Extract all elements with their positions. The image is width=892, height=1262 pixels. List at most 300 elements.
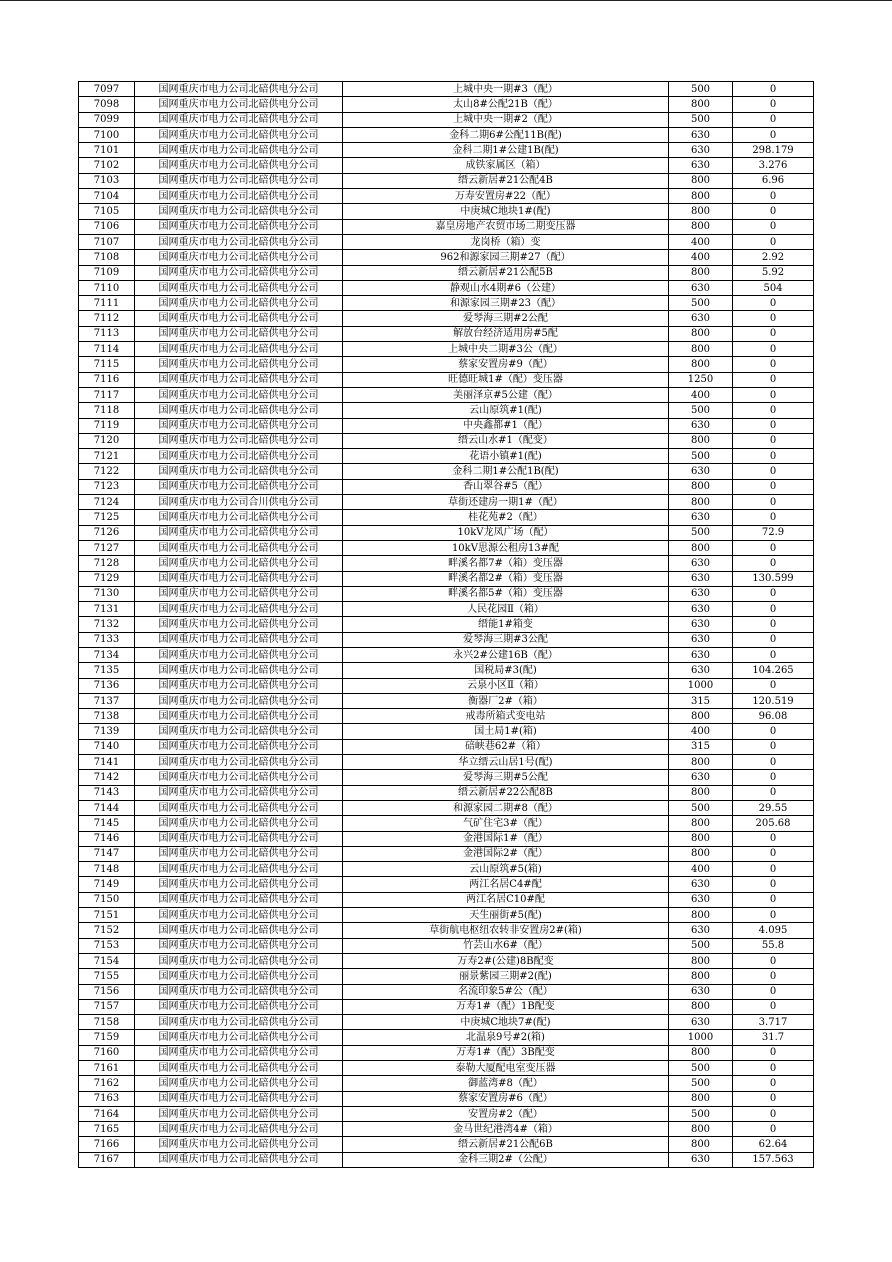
row-name: 华立缙云山居1号(配) [343,755,669,770]
row-id: 7129 [79,571,135,586]
row-capacity: 630 [669,602,733,617]
row-name: 畔溪名都7#（箱）变压器 [343,556,669,571]
row-id: 7147 [79,846,135,861]
row-value: 31.7 [733,1030,814,1045]
row-id: 7123 [79,479,135,494]
row-value: 0 [733,846,814,861]
row-value: 0 [733,1061,814,1076]
row-name: 缙云山水#1（配变） [343,433,669,448]
row-id: 7156 [79,984,135,999]
row-id: 7167 [79,1152,135,1167]
row-id: 7117 [79,387,135,402]
row-name: 中央鑫都#1（配） [343,418,669,433]
row-value: 0 [733,296,814,311]
row-value: 0 [733,984,814,999]
table-row [79,525,814,540]
row-value: 0 [733,97,814,112]
row-value: 0 [733,755,814,770]
table-row [79,357,814,372]
table-row [79,280,814,295]
table-row [79,311,814,326]
row-capacity: 800 [669,189,733,204]
row-capacity: 800 [669,755,733,770]
table-row [79,189,814,204]
row-org: 国网重庆市电力公司北碚供电分公司 [135,280,343,295]
row-capacity: 500 [669,525,733,540]
row-value: 0 [733,1076,814,1091]
row-value: 0 [733,617,814,632]
row-org: 国网重庆市电力公司北碚供电分公司 [135,173,343,188]
row-id: 7110 [79,280,135,295]
row-capacity: 630 [669,647,733,662]
row-name: 和源家园二期#8（配） [343,800,669,815]
row-id: 7164 [79,1106,135,1121]
row-name: 缙云新居#21公配6B [343,1137,669,1152]
row-name: 天生丽街#5(配) [343,908,669,923]
row-org: 国网重庆市电力公司北碚供电分公司 [135,755,343,770]
row-value: 0 [733,999,814,1014]
row-org: 国网重庆市电力公司北碚供电分公司 [135,1106,343,1121]
row-org: 国网重庆市电力公司北碚供电分公司 [135,831,343,846]
table-row [79,908,814,923]
table-row [79,1045,814,1060]
row-name: 静观山水4期#6（公建） [343,280,669,295]
row-value: 104.265 [733,663,814,678]
row-id: 7163 [79,1091,135,1106]
row-id: 7099 [79,112,135,127]
row-value: 0 [733,234,814,249]
row-value: 0 [733,342,814,357]
row-org: 国网重庆市电力公司北碚供电分公司 [135,877,343,892]
row-org: 国网重庆市电力公司北碚供电分公司 [135,296,343,311]
row-value: 55.8 [733,938,814,953]
row-id: 7115 [79,357,135,372]
table-row [79,1152,814,1167]
row-id: 7154 [79,953,135,968]
row-org: 国网重庆市电力公司北碚供电分公司 [135,265,343,280]
table-row [79,846,814,861]
table-row [79,617,814,632]
row-capacity: 800 [669,1045,733,1060]
row-name: 戒毒所箱式变电站 [343,709,669,724]
row-id: 7120 [79,433,135,448]
row-org: 国网重庆市电力公司北碚供电分公司 [135,923,343,938]
row-capacity: 500 [669,449,733,464]
row-capacity: 800 [669,357,733,372]
transformer-table [78,81,814,1168]
row-org: 国网重庆市电力公司北碚供电分公司 [135,510,343,525]
table-row [79,953,814,968]
row-id: 7106 [79,219,135,234]
row-capacity: 800 [669,479,733,494]
row-value: 5.92 [733,265,814,280]
row-capacity: 1000 [669,678,733,693]
table-row [79,984,814,999]
table-row [79,785,814,800]
row-org: 国网重庆市电力公司北碚供电分公司 [135,525,343,540]
row-capacity: 800 [669,495,733,510]
row-capacity: 800 [669,219,733,234]
row-capacity: 630 [669,632,733,647]
row-id: 7139 [79,724,135,739]
row-value: 0 [733,510,814,525]
row-org: 国网重庆市电力公司北碚供电分公司 [135,97,343,112]
row-capacity: 800 [669,846,733,861]
row-capacity: 800 [669,433,733,448]
row-org: 国网重庆市电力公司北碚供电分公司 [135,800,343,815]
row-id: 7101 [79,143,135,158]
row-id: 7113 [79,326,135,341]
table-row [79,1030,814,1045]
row-org: 国网重庆市电力公司北碚供电分公司 [135,1091,343,1106]
row-capacity: 630 [669,158,733,173]
row-capacity: 800 [669,265,733,280]
row-value: 0 [733,387,814,402]
row-name: 草街航电枢纽农转非安置房2#(箱) [343,923,669,938]
row-value: 0 [733,326,814,341]
row-capacity: 630 [669,464,733,479]
table-row [79,586,814,601]
table-row [79,158,814,173]
row-value: 0 [733,724,814,739]
row-name: 畔溪名都2#（箱）变压器 [343,571,669,586]
row-capacity: 630 [669,311,733,326]
table-row [79,1015,814,1030]
row-id: 7111 [79,296,135,311]
row-name: 缙云新居#21公配5B [343,265,669,280]
row-id: 7136 [79,678,135,693]
row-org: 国网重庆市电力公司北碚供电分公司 [135,433,343,448]
row-org: 国网重庆市电力公司北碚供电分公司 [135,1122,343,1137]
row-capacity: 630 [669,143,733,158]
row-value: 0 [733,433,814,448]
row-value: 3.276 [733,158,814,173]
row-value: 0 [733,785,814,800]
row-value: 504 [733,280,814,295]
table-row [79,418,814,433]
table-row [79,724,814,739]
row-name: 两江名居C4#配 [343,877,669,892]
row-name: 旺德旺城1#（配）变压器 [343,372,669,387]
table-row [79,647,814,662]
row-value: 72.9 [733,525,814,540]
row-value: 0 [733,892,814,907]
row-org: 国网重庆市电力公司北碚供电分公司 [135,311,343,326]
row-name: 云泉小区Ⅱ（箱） [343,678,669,693]
row-org: 国网重庆市电力公司北碚供电分公司 [135,739,343,754]
row-capacity: 630 [669,586,733,601]
row-org: 国网重庆市电力公司北碚供电分公司 [135,938,343,953]
row-value: 0 [733,449,814,464]
row-value: 4.095 [733,923,814,938]
row-org: 国网重庆市电力公司北碚供电分公司 [135,846,343,861]
row-name: 衡器厂2#（箱） [343,693,669,708]
table-row [79,693,814,708]
table-row [79,479,814,494]
row-value: 0 [733,647,814,662]
row-id: 7135 [79,663,135,678]
row-name: 金科二期6#公配11B(配) [343,127,669,142]
row-org: 国网重庆市电力公司北碚供电分公司 [135,663,343,678]
table-row [79,403,814,418]
row-name: 花语小镇#1(配) [343,449,669,464]
row-name: 缙云新居#21公配4B [343,173,669,188]
row-value: 0 [733,495,814,510]
row-org: 国网重庆市电力公司北碚供电分公司 [135,617,343,632]
row-name: 丽景紫园三期#2(配) [343,969,669,984]
row-org: 国网重庆市电力公司北碚供电分公司 [135,127,343,142]
row-org: 国网重庆市电力公司北碚供电分公司 [135,449,343,464]
row-value: 0 [733,464,814,479]
row-id: 7097 [79,82,135,97]
row-org: 国网重庆市电力公司北碚供电分公司 [135,969,343,984]
row-value: 0 [733,418,814,433]
row-value: 0 [733,1106,814,1121]
row-id: 7149 [79,877,135,892]
row-name: 10kV思源公租房13#配 [343,540,669,555]
row-id: 7100 [79,127,135,142]
table-row [79,204,814,219]
row-capacity: 500 [669,938,733,953]
table-row [79,540,814,555]
row-id: 7155 [79,969,135,984]
table-row [79,495,814,510]
row-capacity: 400 [669,862,733,877]
row-org: 国网重庆市电力公司北碚供电分公司 [135,586,343,601]
table-row [79,433,814,448]
row-name: 国税局#3(配) [343,663,669,678]
table-row [79,999,814,1014]
row-name: 金马世纪港湾4#（箱） [343,1122,669,1137]
row-capacity: 500 [669,1076,733,1091]
row-value: 0 [733,219,814,234]
row-capacity: 400 [669,234,733,249]
table-row [79,800,814,815]
row-capacity: 630 [669,510,733,525]
row-id: 7138 [79,709,135,724]
row-org: 国网重庆市电力公司北碚供电分公司 [135,418,343,433]
table-row [79,82,814,97]
row-value: 0 [733,862,814,877]
row-id: 7127 [79,540,135,555]
row-capacity: 630 [669,1152,733,1167]
row-value: 0 [733,908,814,923]
row-capacity: 400 [669,724,733,739]
table-row [79,372,814,387]
row-name: 缙云新居#22公配8B [343,785,669,800]
row-id: 7157 [79,999,135,1014]
table-row [79,265,814,280]
table-row [79,449,814,464]
row-name: 上城中央一期#3（配） [343,82,669,97]
row-org: 国网重庆市电力公司北碚供电分公司 [135,540,343,555]
row-capacity: 500 [669,403,733,418]
table-row [79,296,814,311]
row-capacity: 630 [669,571,733,586]
row-capacity: 630 [669,280,733,295]
table-row [79,571,814,586]
row-name: 气矿住宅3#（配） [343,816,669,831]
row-value: 0 [733,82,814,97]
row-capacity: 800 [669,999,733,1014]
row-value: 0 [733,357,814,372]
table-row [79,387,814,402]
row-name: 10kV龙凤广场（配） [343,525,669,540]
row-org: 国网重庆市电力公司北碚供电分公司 [135,372,343,387]
row-name: 永兴2#公建16B（配） [343,647,669,662]
row-id: 7151 [79,908,135,923]
row-capacity: 500 [669,112,733,127]
row-name: 云山原筑#5(箱) [343,862,669,877]
row-id: 7144 [79,800,135,815]
table-row [79,1122,814,1137]
row-value: 0 [733,953,814,968]
row-id: 7140 [79,739,135,754]
row-value: 157.563 [733,1152,814,1167]
row-capacity: 630 [669,984,733,999]
row-name: 御蓝湾#8（配） [343,1076,669,1091]
row-org: 国网重庆市电力公司北碚供电分公司 [135,678,343,693]
row-id: 7162 [79,1076,135,1091]
row-org: 国网重庆市电力公司北碚供电分公司 [135,709,343,724]
row-org: 国网重庆市电力公司北碚供电分公司 [135,403,343,418]
row-org: 国网重庆市电力公司北碚供电分公司 [135,1076,343,1091]
row-id: 7160 [79,1045,135,1060]
row-capacity: 630 [669,663,733,678]
row-capacity: 500 [669,1106,733,1121]
table-row [79,326,814,341]
row-name: 金科三期2#（公配） [343,1152,669,1167]
row-name: 草街还建房一期1#（配） [343,495,669,510]
row-name: 蔡家安置房#6（配） [343,1091,669,1106]
table-row [79,892,814,907]
row-name: 中庚城C地块1#(配) [343,204,669,219]
row-capacity: 800 [669,1122,733,1137]
row-name: 和源家园三期#23（配） [343,296,669,311]
row-capacity: 800 [669,969,733,984]
row-org: 国网重庆市电力公司北碚供电分公司 [135,479,343,494]
table-row [79,1061,814,1076]
row-capacity: 630 [669,892,733,907]
row-name: 人民花园Ⅱ（箱） [343,602,669,617]
row-name: 万寿安置房#22（配） [343,189,669,204]
table-row [79,112,814,127]
row-org: 国网重庆市电力公司北碚供电分公司 [135,204,343,219]
row-capacity: 315 [669,693,733,708]
row-name: 竹芸山水6#（配） [343,938,669,953]
row-name: 龙岗桥（箱）变 [343,234,669,249]
table-row [79,602,814,617]
row-capacity: 800 [669,953,733,968]
row-value: 120.519 [733,693,814,708]
row-id: 7152 [79,923,135,938]
table-row [79,770,814,785]
row-name: 云山原筑#1(配) [343,403,669,418]
row-capacity: 630 [669,556,733,571]
row-id: 7119 [79,418,135,433]
row-org: 国网重庆市电力公司北碚供电分公司 [135,1030,343,1045]
row-value: 0 [733,403,814,418]
row-org: 国网重庆市电力公司北碚供电分公司 [135,770,343,785]
row-name: 两江名居C10#配 [343,892,669,907]
row-capacity: 630 [669,1015,733,1030]
table-row [79,127,814,142]
row-id: 7103 [79,173,135,188]
row-value: 0 [733,540,814,555]
row-id: 7114 [79,342,135,357]
row-id: 7098 [79,97,135,112]
row-id: 7141 [79,755,135,770]
row-org: 国网重庆市电力公司北碚供电分公司 [135,571,343,586]
row-capacity: 630 [669,418,733,433]
row-org: 国网重庆市电力公司北碚供电分公司 [135,250,343,265]
row-org: 国网重庆市电力公司北碚供电分公司 [135,602,343,617]
row-name: 解放台经济适用房#5配 [343,326,669,341]
row-capacity: 800 [669,1137,733,1152]
row-value: 29.55 [733,800,814,815]
row-value: 0 [733,739,814,754]
table-row [79,556,814,571]
row-capacity: 800 [669,709,733,724]
row-value: 130.599 [733,571,814,586]
row-id: 7104 [79,189,135,204]
row-name: 金科二期1#公建1B(配) [343,143,669,158]
row-name: 安置房#2（配） [343,1106,669,1121]
row-value: 0 [733,969,814,984]
row-value: 0 [733,311,814,326]
row-id: 7121 [79,449,135,464]
row-capacity: 630 [669,770,733,785]
row-name: 畔溪名都5#（箱）变压器 [343,586,669,601]
row-id: 7142 [79,770,135,785]
row-id: 7124 [79,495,135,510]
row-org: 国网重庆市电力公司北碚供电分公司 [135,342,343,357]
row-capacity: 630 [669,923,733,938]
row-id: 7128 [79,556,135,571]
row-value: 62.64 [733,1137,814,1152]
row-org: 国网重庆市电力公司北碚供电分公司 [135,1045,343,1060]
row-value: 0 [733,127,814,142]
table-row [79,678,814,693]
row-id: 7161 [79,1061,135,1076]
row-id: 7165 [79,1122,135,1137]
row-id: 7131 [79,602,135,617]
table-row [79,663,814,678]
row-name: 上城中央二期#3公（配） [343,342,669,357]
row-id: 7150 [79,892,135,907]
row-capacity: 630 [669,617,733,632]
row-org: 国网重庆市电力公司北碚供电分公司 [135,632,343,647]
row-capacity: 800 [669,785,733,800]
row-id: 7102 [79,158,135,173]
row-value: 0 [733,632,814,647]
row-id: 7118 [79,403,135,418]
row-name: 北温泉9号#2(箱) [343,1030,669,1045]
row-capacity: 400 [669,387,733,402]
row-org: 国网重庆市电力公司北碚供电分公司 [135,387,343,402]
row-id: 7143 [79,785,135,800]
row-org: 国网重庆市电力公司北碚供电分公司 [135,862,343,877]
row-id: 7130 [79,586,135,601]
row-capacity: 1250 [669,372,733,387]
row-value: 96.08 [733,709,814,724]
row-id: 7134 [79,647,135,662]
row-id: 7125 [79,510,135,525]
row-org: 国网重庆市电力公司北碚供电分公司 [135,112,343,127]
row-capacity: 800 [669,1091,733,1106]
table-row [79,1076,814,1091]
row-id: 7153 [79,938,135,953]
